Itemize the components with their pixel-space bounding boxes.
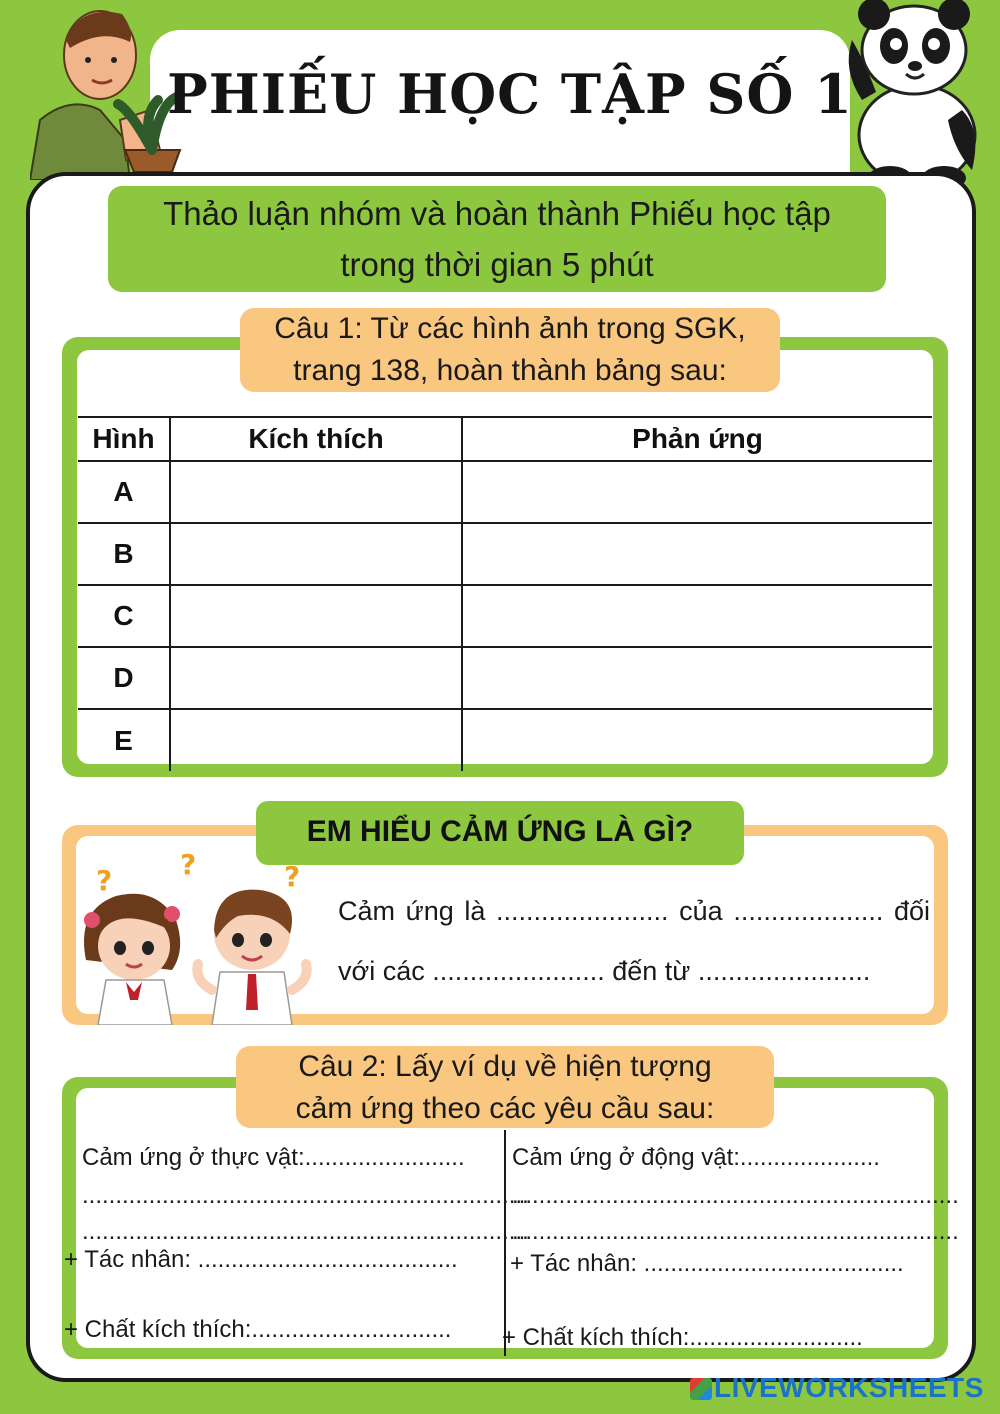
table-row xyxy=(78,523,932,585)
question1-tag xyxy=(240,308,780,392)
definition-line-2[interactable]: với các ....................... đến từ ....................... xyxy=(338,956,871,986)
plant-answer-line[interactable]: ................................................................... xyxy=(82,1182,529,1209)
header-figure: Hình xyxy=(78,417,170,461)
question1-tag-line-1: Câu 1: Từ các hình ảnh trong SGK, xyxy=(274,312,746,345)
animal-induction-line[interactable]: Cảm ứng ở động vật:..................... xyxy=(512,1144,880,1171)
liveworksheets-logo[interactable] xyxy=(690,1372,990,1406)
stimulus-answer-cell[interactable] xyxy=(170,461,462,523)
intro-banner xyxy=(108,186,886,292)
definition-line-1[interactable]: Cảm ứng là ....................... của .................... đối xyxy=(338,896,930,926)
brand-text: LIVEWORKSHEETS xyxy=(714,1372,984,1403)
svg-text:?: ? xyxy=(180,850,197,881)
animal-answer-line[interactable]: ................................................................... xyxy=(512,1218,959,1245)
table-header-row xyxy=(78,417,932,461)
row-label: E xyxy=(78,709,170,771)
response-answer-cell[interactable] xyxy=(462,523,932,585)
row-label: A xyxy=(78,461,170,523)
table-row xyxy=(78,647,932,709)
svg-text:?: ? xyxy=(96,864,113,897)
reaction-table xyxy=(78,416,932,771)
intro-line-2: trong thời gian 5 phút xyxy=(340,246,654,283)
row-label: D xyxy=(78,647,170,709)
header-response: Phản ứng xyxy=(462,417,932,461)
kids-thinking-illustration xyxy=(76,850,316,1025)
stimulus-answer-cell[interactable] xyxy=(170,523,462,585)
plant-stimulus-line[interactable]: + Chất kích thích:.............................. xyxy=(64,1316,452,1343)
response-answer-cell[interactable] xyxy=(462,461,932,523)
header-stimulus: Kích thích xyxy=(170,417,462,461)
response-answer-cell[interactable] xyxy=(462,647,932,709)
question2-tag-line-1: Câu 2: Lấy ví dụ về hiện tượng xyxy=(298,1050,712,1083)
row-label: B xyxy=(78,523,170,585)
table-row xyxy=(78,461,932,523)
stimulus-answer-cell[interactable] xyxy=(170,709,462,771)
table-row xyxy=(78,585,932,647)
page-title: PHIẾU HỌC TẬP SỐ 1 xyxy=(167,62,853,126)
plant-induction-line[interactable]: Cảm ứng ở thực vật:........................ xyxy=(82,1144,465,1171)
induction-heading: EM HIỂU CẢM ỨNG LÀ GÌ? xyxy=(256,801,744,865)
response-answer-cell[interactable] xyxy=(462,709,932,771)
intro-line-1: Thảo luận nhóm và hoàn thành Phiếu học tập xyxy=(163,195,831,232)
row-label: C xyxy=(78,585,170,647)
table-row xyxy=(78,709,932,771)
animal-agent-line[interactable]: + Tác nhân: ....................................... xyxy=(510,1250,904,1277)
response-answer-cell[interactable] xyxy=(462,585,932,647)
question2-tag xyxy=(236,1046,774,1128)
question1-tag-line-2: trang 138, hoàn thành bảng sau: xyxy=(293,354,727,387)
stimulus-answer-cell[interactable] xyxy=(170,647,462,709)
stimulus-answer-cell[interactable] xyxy=(170,585,462,647)
question2-tag-line-2: cảm ứng theo các yêu cầu sau: xyxy=(295,1092,715,1125)
plant-answer-line[interactable]: ................................................................... xyxy=(82,1218,529,1245)
animal-answer-line[interactable]: ................................................................... xyxy=(512,1182,959,1209)
svg-text:?: ? xyxy=(284,860,301,893)
animal-stimulus-line[interactable]: + Chất kích thích:.......................... xyxy=(502,1324,863,1351)
plant-agent-line[interactable]: + Tác nhân: ....................................... xyxy=(64,1246,458,1273)
liveworksheets-icon xyxy=(690,1378,712,1400)
